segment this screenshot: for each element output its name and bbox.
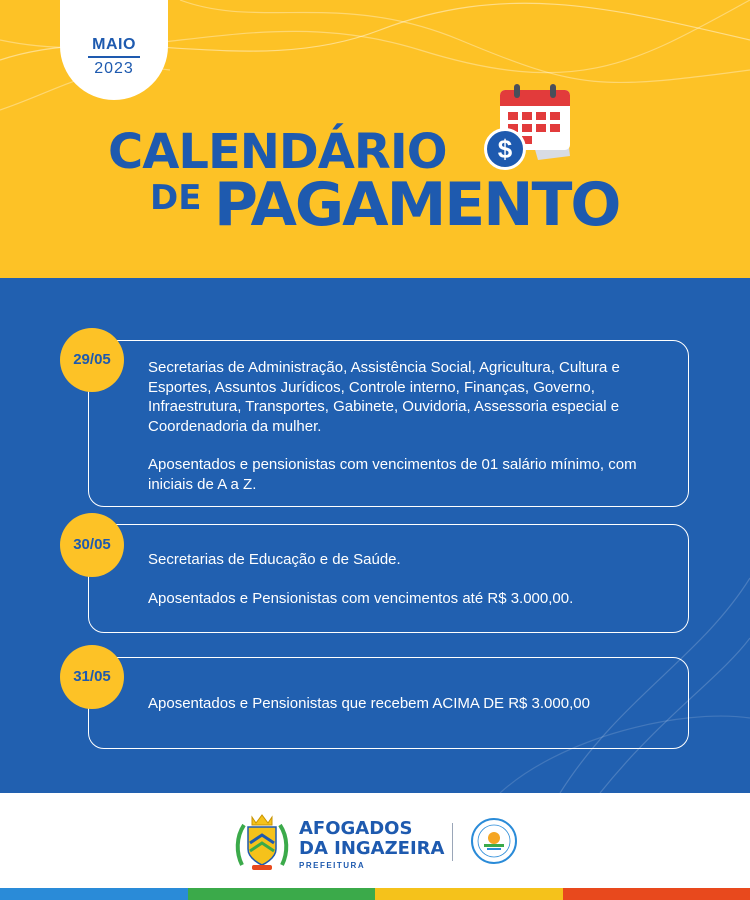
title-line2: PAGAMENTO	[214, 170, 620, 240]
description-line: Aposentados e Pensionistas com vencimentos até R$ 3.000,00.	[148, 589, 574, 607]
dollar-coin-icon: $	[484, 128, 526, 170]
date-badge: 29/05	[60, 328, 124, 392]
month-label: MAIO	[92, 36, 136, 53]
description-line: Infraestrutura, Transportes, Gabinete, Ouvidoria, Assessoria especial e	[148, 398, 620, 415]
city-subtitle: PREFEITURA	[299, 861, 366, 870]
description-line: Esportes, Assuntos Jurídicos, Controle interno, Finanças, Governo,	[148, 378, 595, 396]
title-line1: CALENDÁRIO	[108, 124, 447, 180]
footer	[0, 793, 750, 900]
header-banner	[0, 0, 750, 278]
schedule-description	[148, 358, 637, 494]
city-crest-icon	[234, 813, 290, 873]
description-line: Coordenadoria da mulher.	[148, 417, 322, 435]
description-line: iniciais de A a Z.	[148, 475, 257, 493]
schedule-description	[148, 694, 590, 714]
description-line: Aposentados e Pensionistas que recebem ACIMA DE R$ 3.000,00	[148, 695, 590, 712]
description-line: Aposentados e pensionistas com vencimentos de 01 salário mínimo, com	[148, 456, 637, 473]
schedule-section	[0, 278, 750, 793]
description-line: Secretarias de Educação e de Saúde.	[148, 551, 401, 568]
schedule-description	[148, 550, 573, 608]
date-badge: 31/05	[60, 645, 124, 709]
month-divider	[88, 56, 140, 58]
title-line2-prefix: DE	[150, 178, 202, 218]
logo-divider	[452, 823, 453, 861]
color-strip	[0, 888, 750, 900]
year-label: 2023	[94, 60, 134, 77]
date-badge: 30/05	[60, 513, 124, 577]
city-name-line1: AFOGADOS	[299, 818, 413, 839]
anniversary-seal-icon	[470, 817, 518, 865]
city-name-line2: DA INGAZEIRA	[299, 838, 445, 859]
description-line: Secretarias de Administração, Assistência Social, Agricultura, Cultura e	[148, 359, 620, 376]
